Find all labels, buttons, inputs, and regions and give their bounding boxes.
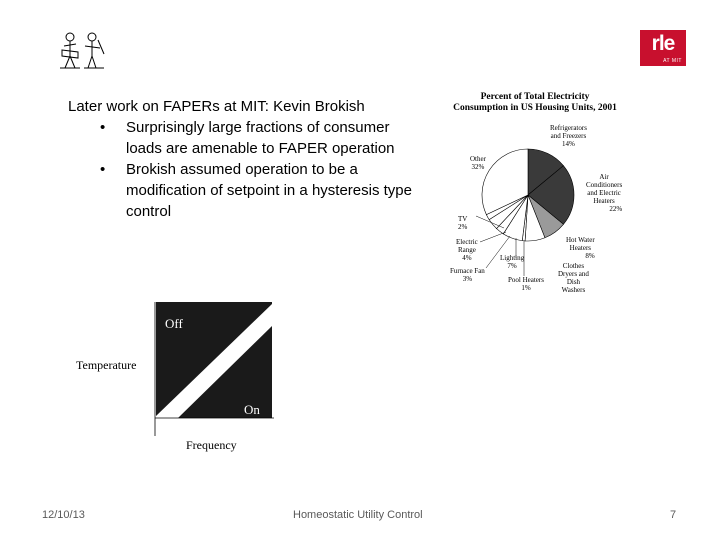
footer-title: Homeostatic Utility Control [293,509,423,521]
bullet-item [68,159,428,222]
rle-logo-text: rle [651,32,675,55]
pie-label: Refrigerators and Freezers 14% [550,124,587,148]
bullet-text: Surprisingly large fractions of consumer loads are amenable to FAPER operation [126,119,395,157]
off-label: Off [165,316,183,331]
page-number: 7 [670,509,677,521]
musicians-logo-icon [58,30,108,74]
pie-label: Air Conditioners and Electric Heaters 22% [586,173,623,213]
pie-label: Clothes Dryers and Dish Washers [558,262,589,294]
pie-title-line: Consumption in US Housing Units, 2001 [453,103,617,113]
rle-logo [640,30,686,66]
pie-label: Pool Heaters 1% [508,276,544,292]
temperature-label: Temperature [76,358,137,372]
pie-label: TV 2% [458,215,468,231]
pie-label: Furnace Fan 3% [450,267,485,283]
pie-label: Other 32% [470,155,486,171]
frequency-label: Frequency [186,438,237,452]
pie-label: Lighting 7% [500,254,525,270]
bullet-dot: • [100,161,106,178]
hysteresis-diagram [72,298,292,458]
slide-heading: Later work on FAPERs at MIT: Kevin Brokish [68,98,365,115]
pie-label: Electric Range 4% [456,238,478,262]
footer-date: 12/10/13 [42,509,85,521]
pie-title-line: Percent of Total Electricity [480,92,590,102]
on-label: On [244,402,260,417]
bullet-text: Brokish assumed operation to be a modification of setpoint in a hysteresis type control [126,161,412,220]
pie-leader-line [480,232,506,242]
bullet-item [68,117,428,159]
pie-chart [440,92,630,307]
rle-logo-subtext: AT MIT [663,58,682,64]
pie-label: Hot Water Heaters 8% [566,236,595,260]
bullet-dot: • [100,119,106,136]
slide-body [68,96,428,222]
